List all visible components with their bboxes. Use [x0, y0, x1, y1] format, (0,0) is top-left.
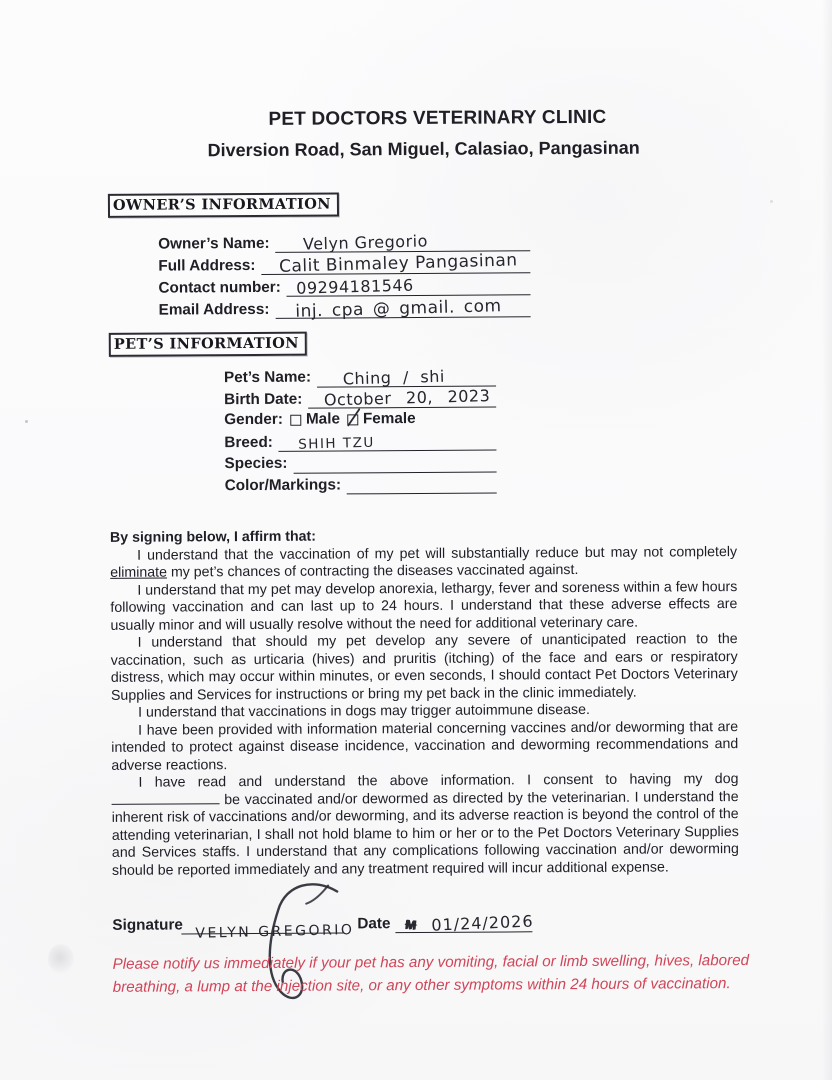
breed-row: [224, 429, 496, 452]
p1-underlined-word: eliminate: [110, 564, 168, 581]
contact-number-field: [287, 272, 531, 296]
email-address-field: [275, 294, 530, 322]
signature-handwritten: VELYN GREGORIO: [195, 921, 355, 942]
clinic-address: Diversion Road, San Miguel, Calasiao, Pangasinan: [207, 137, 640, 161]
male-checkbox: [290, 415, 301, 426]
pet-section-heading: PET’S INFORMATION: [109, 332, 307, 357]
affirm-heading: By signing below, I affirm that:: [109, 528, 317, 546]
scan-speck: [770, 200, 773, 203]
contact-number-label: Contact number:: [158, 278, 281, 297]
gender-label: Gender:: [224, 410, 283, 428]
consent-paragraph-1: [110, 544, 737, 583]
signature-row: [112, 901, 739, 942]
pet-name-row: [224, 365, 496, 388]
dog-name-blank-line: [112, 792, 220, 805]
checkmark-icon: [346, 408, 362, 428]
female-checkbox: [347, 415, 358, 426]
species-label: Species:: [224, 454, 288, 473]
color-markings-label: Color/Markings:: [224, 476, 342, 494]
pet-name-label: Pet’s Name:: [223, 368, 312, 387]
signature-label: Signature: [112, 916, 183, 934]
birth-date-label: Birth Date:: [224, 390, 303, 408]
consent-paragraph-5: I have been provided with information material concerning vaccines and/or deworming that are intended to protect against disease incidence, vaccination and deworming recommendations and adverse reactions.: [111, 718, 739, 774]
consent-text: [110, 526, 739, 880]
species-field: [293, 450, 496, 474]
email-address-label: Email Address:: [158, 300, 270, 319]
color-markings-field: [347, 471, 497, 494]
owner-fields: [158, 229, 531, 322]
date-label: Date: [357, 915, 391, 933]
gender-row: [224, 408, 496, 431]
p1-text: I understand that the vaccination of my pet will substantially reduce but may not completely: [137, 543, 738, 564]
date-line: [395, 911, 534, 935]
contact-number-handwritten: 09294181546: [296, 275, 415, 298]
scan-smudge-artifact: [48, 944, 74, 974]
pet-name-field: [317, 364, 496, 388]
owner-name-handwritten: Velyn Gregorio: [303, 231, 429, 254]
consent-paragraph-3: I understand that should my pet develop any severe of unanticipated reaction to the vaccination, such as urticaria (hives) and pruritis (itching) of the face and ears or respiratory distress, which may occur within minutes, or even seconds, I should contact Pet Doctors Veterinary Supplies and Services for instructions or bring my pet back in the clinic immediately.: [110, 631, 738, 704]
full-address-field: [261, 250, 530, 275]
breed-handwritten: SHIH TZU: [298, 434, 376, 453]
breed-field: [279, 428, 497, 452]
birth-date-row: [224, 386, 496, 409]
date-scribble-mark: M: [404, 916, 417, 933]
pet-name-handwritten: Ching / shi: [342, 366, 446, 388]
full-address-label: Full Address:: [158, 256, 256, 275]
birth-date-handwritten: October 20, 2023: [323, 386, 491, 410]
birth-date-field: [308, 385, 496, 409]
color-markings-row: [225, 472, 497, 495]
scan-speck: [25, 420, 28, 423]
consent-paragraph-4: I understand that vaccinations in dogs may trigger autoimmune disease.: [138, 701, 590, 721]
owner-name-field: [275, 228, 530, 253]
emergency-notice: Please notify us immediately if your pet has any vomiting, facial or limb swelling, hives, labored breathing, a lump at the injection site, or any other symptoms within 24 hours of vaccination.: [112, 951, 750, 996]
date-handwritten: 01/24/2026: [430, 911, 534, 935]
p1-text-after: my pet’s chances of contracting the diseases vaccinated against.: [166, 562, 579, 581]
p6-text: I have read and understand the above information. I consent to having my dog: [138, 771, 739, 791]
male-label: Male: [305, 410, 340, 428]
p6-text-after: be vaccinated and/or dewormed as directed by the veterinarian. I understand the inherent risk of vaccinations and/or deworming, and its adverse reaction is beyond the control of the attending veterinarian, I shall not hold blame to him or her or to the Pet Doctors Veterinary Supplies and Services staffs. I understand that any complications following vaccination and/or deworming should be reported immediately and any treatment required will incur additional expense.: [111, 788, 739, 879]
pet-fields: [224, 365, 497, 496]
consent-paragraph-6: [111, 771, 739, 880]
email-address-row: [158, 295, 531, 322]
female-label: Female: [362, 409, 416, 428]
owner-name-label: Owner’s Name:: [158, 234, 270, 253]
clinic-name: PET DOCTORS VETERINARY CLINIC: [268, 106, 607, 130]
form-header: [0, 105, 830, 162]
email-address-handwritten: inj. cpa @ gmail. com: [294, 296, 502, 322]
breed-label: Breed:: [224, 433, 273, 451]
consent-paragraph-2: I understand that my pet may develop anorexia, lethargy, fever and soreness within a few hours following vaccination and can last up to 24 hours. I understand that these adverse effects are usually minor and will usually resolve without the need for additional veterinary care.: [110, 578, 738, 634]
signature-line: [181, 921, 355, 942]
species-row: [224, 451, 496, 474]
owner-section-heading: OWNER’S INFORMATION: [108, 192, 339, 217]
full-address-handwritten: Calit Binmaley Pangasinan: [279, 250, 519, 277]
